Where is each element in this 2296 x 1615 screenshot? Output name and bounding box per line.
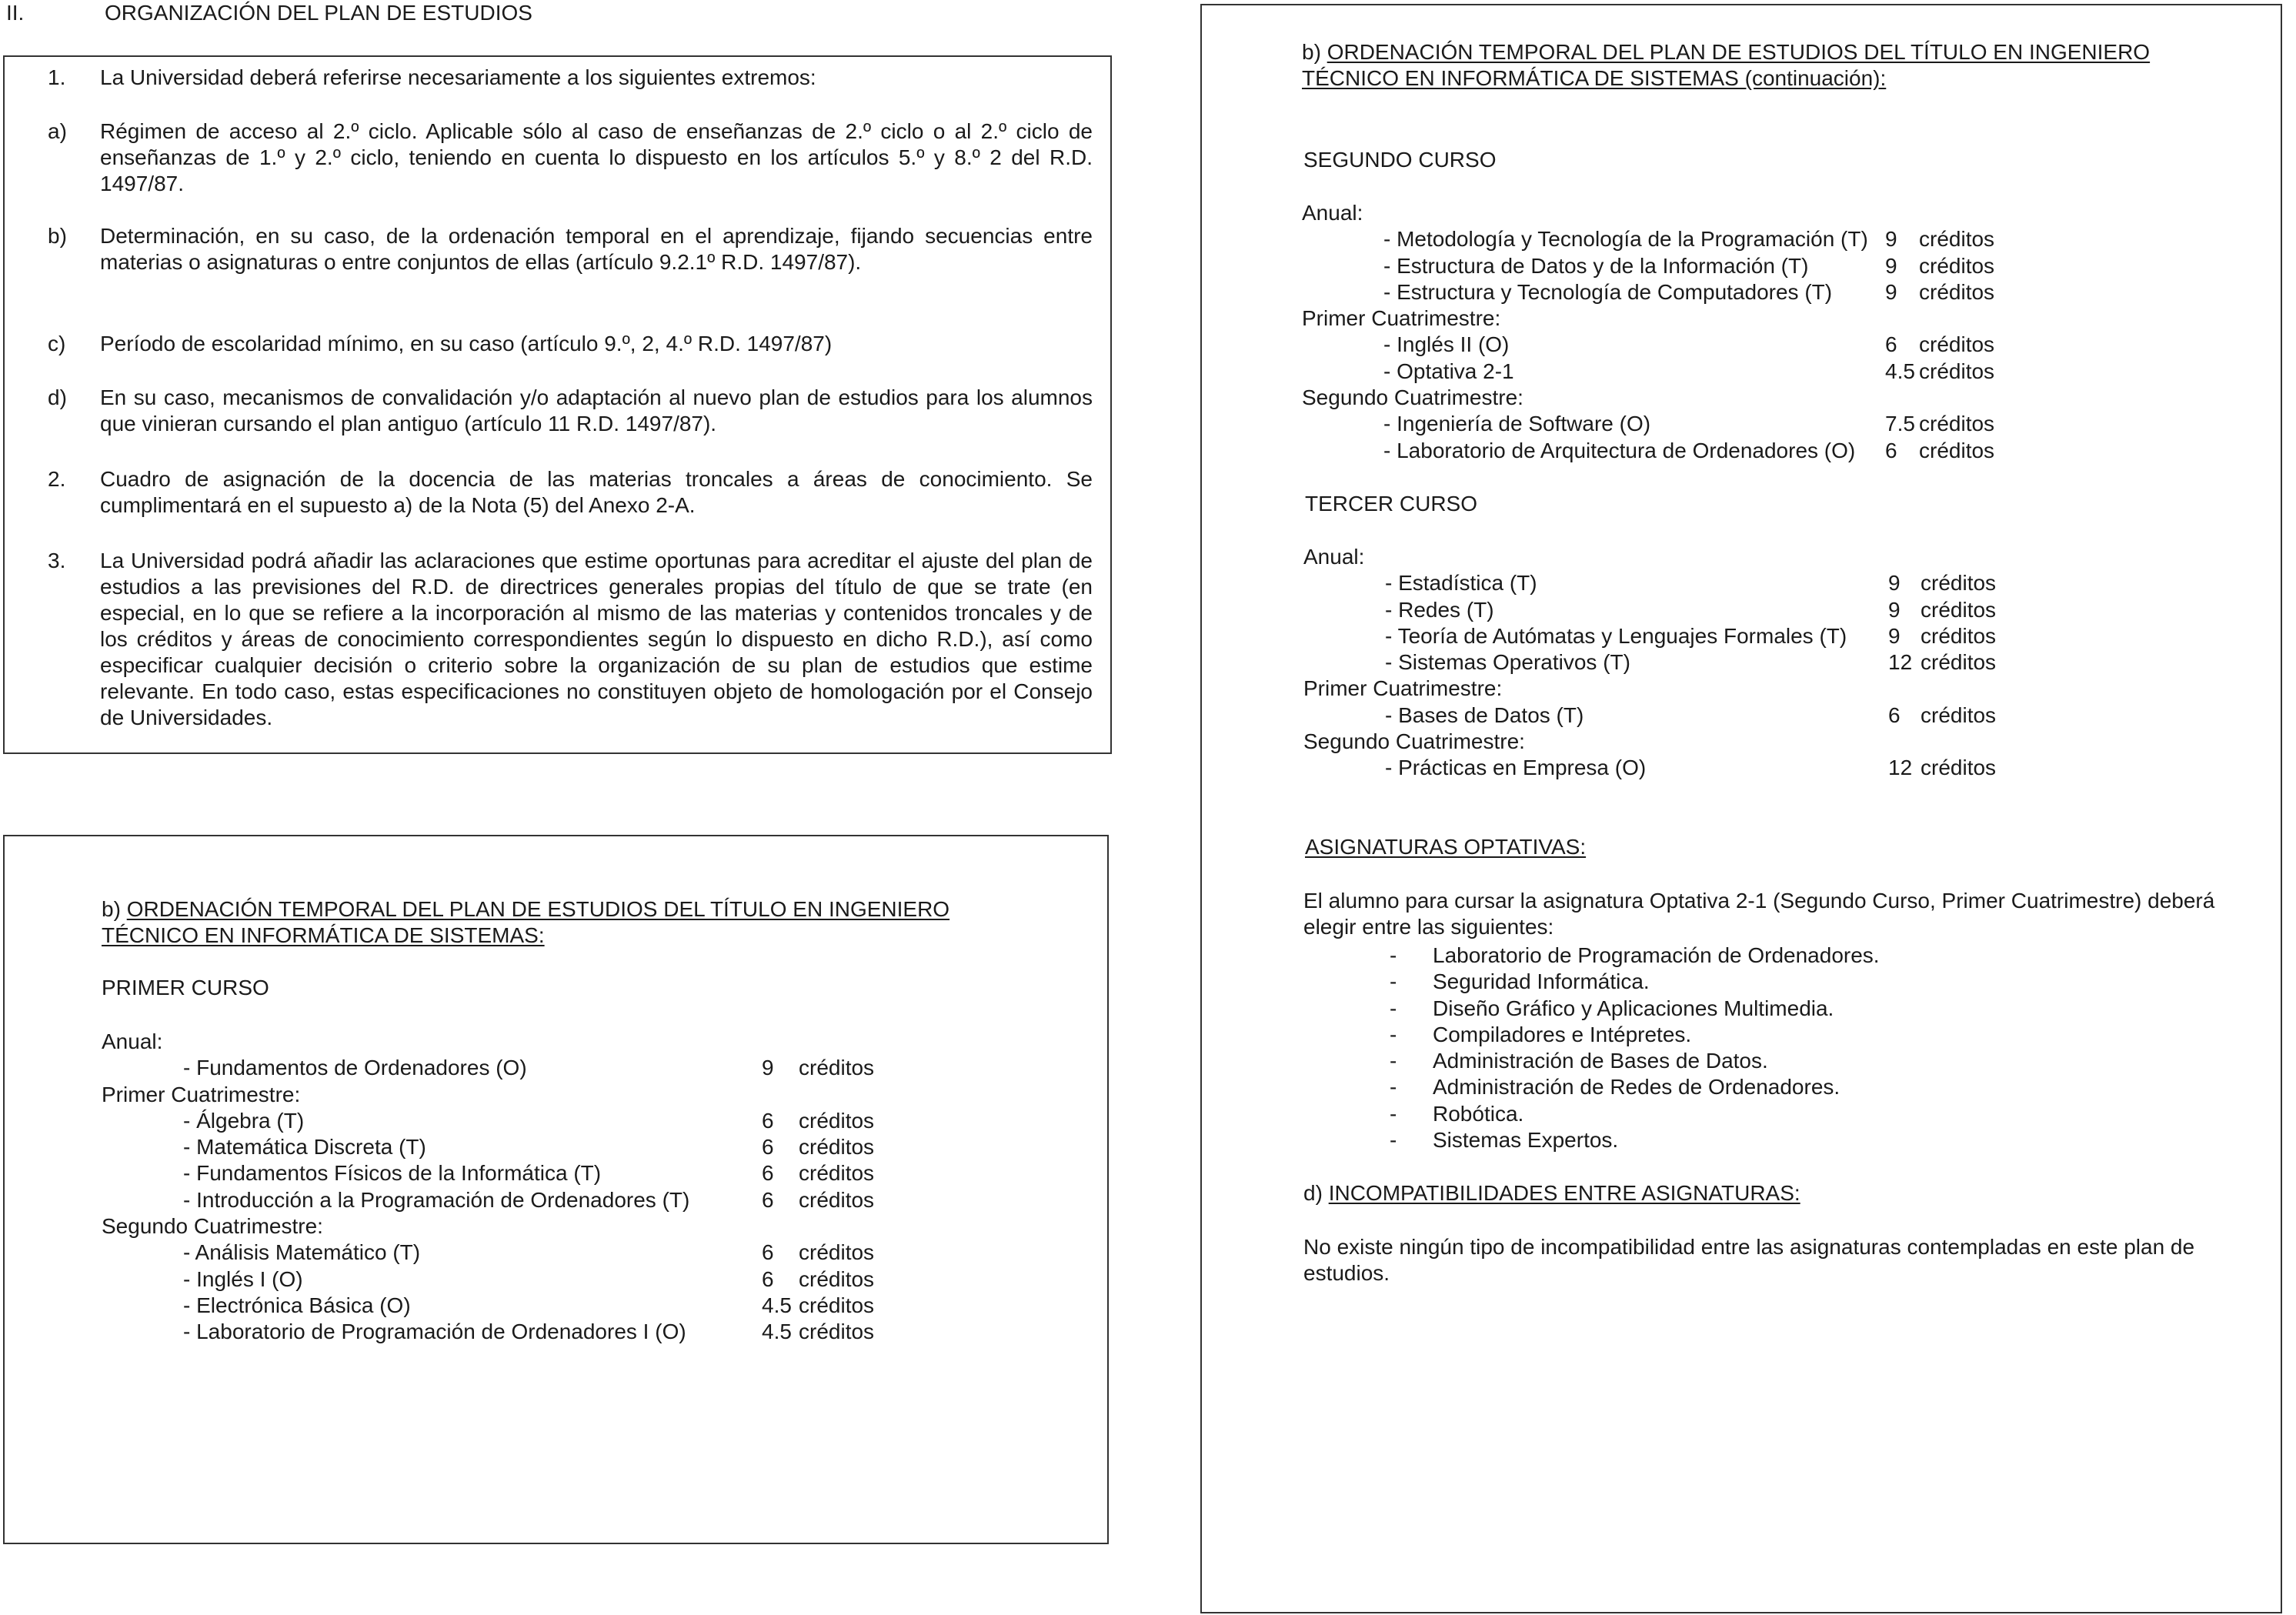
course-name: - Estadística (T) bbox=[1385, 571, 1537, 596]
credit-value: 9 bbox=[1885, 253, 1897, 278]
incompat-heading bbox=[1303, 1180, 1800, 1206]
credit-value: 6 bbox=[762, 1108, 774, 1133]
course-name: - Fundamentos Físicos de la Informática (T) bbox=[183, 1161, 602, 1186]
course-name: - Fundamentos de Ordenadores (O) bbox=[183, 1056, 527, 1080]
term-label-text: Anual: bbox=[102, 1029, 163, 1053]
requirements-box bbox=[3, 55, 1112, 754]
elective-item bbox=[1390, 1127, 2082, 1153]
heading-prefix: b) bbox=[1302, 40, 1321, 64]
term-label-text: Primer Cuatrimestre: bbox=[102, 1082, 301, 1106]
credit-value: 4.5 bbox=[762, 1320, 792, 1344]
section-title: ORGANIZACIÓN DEL PLAN DE ESTUDIOS bbox=[105, 1, 532, 25]
credit-value: 6 bbox=[762, 1135, 774, 1160]
term-label bbox=[1303, 676, 2265, 702]
course-name: - Inglés I (O) bbox=[183, 1266, 303, 1291]
requirement-text: Determinación, en su caso, de la ordenación temporal en el aprendizaje, fijando secuencias entre materias o asignaturas o entre conjuntos de ellas (artículo 9.2.1º R.D. 1497/87). bbox=[100, 224, 1093, 274]
credit-unit: créditos bbox=[1921, 650, 1997, 675]
course-row bbox=[1302, 411, 2264, 437]
course-row bbox=[1303, 649, 2265, 676]
elective-name: Sistemas Expertos. bbox=[1433, 1128, 1619, 1153]
course-row bbox=[1303, 597, 2265, 623]
requirement-marker: b) bbox=[48, 224, 67, 248]
incompat-title: INCOMPATIBILIDADES ENTRE ASIGNATURAS: bbox=[1328, 1181, 1800, 1205]
bullet-dash: - bbox=[1390, 1049, 1397, 1073]
credit-unit: créditos bbox=[799, 1266, 875, 1291]
bullet-dash: - bbox=[1390, 1128, 1397, 1153]
credit-unit: créditos bbox=[1919, 279, 1995, 304]
credit-unit: créditos bbox=[799, 1187, 875, 1212]
bullet-dash: - bbox=[1390, 1022, 1397, 1046]
heading-line-2: TÉCNICO EN INFORMÁTICA DE SISTEMAS: bbox=[102, 923, 545, 947]
first-year-box bbox=[3, 835, 1109, 1544]
electives-list bbox=[1390, 943, 2082, 1153]
credit-value: 6 bbox=[762, 1187, 774, 1212]
section-heading bbox=[6, 0, 1083, 26]
course-row bbox=[102, 1240, 1086, 1266]
credit-unit: créditos bbox=[1919, 359, 1995, 383]
term-label bbox=[102, 1029, 1086, 1055]
requirement-marker: 2. bbox=[48, 467, 66, 491]
term-label-text: Anual: bbox=[1302, 201, 1363, 225]
credit-value: 9 bbox=[1888, 623, 1901, 648]
requirement-marker: 1. bbox=[48, 65, 66, 89]
course-row bbox=[1302, 438, 2264, 464]
term-label-text: Segundo Cuatrimestre: bbox=[102, 1214, 323, 1239]
credit-value: 9 bbox=[1888, 571, 1901, 596]
requirement-marker: c) bbox=[48, 332, 66, 355]
credit-unit: créditos bbox=[1921, 623, 1997, 648]
bullet-dash: - bbox=[1390, 943, 1397, 967]
elective-name: Seguridad Informática. bbox=[1433, 969, 1650, 994]
credit-unit: créditos bbox=[1919, 227, 1995, 252]
credit-unit: créditos bbox=[1921, 571, 1997, 596]
requirement-marker: a) bbox=[48, 119, 67, 143]
course-name: - Laboratorio de Programación de Ordenadores I (O) bbox=[183, 1320, 686, 1344]
course-name: - Estructura y Tecnología de Computadores (T) bbox=[1383, 279, 1833, 304]
credit-unit: créditos bbox=[799, 1293, 875, 1317]
credit-value: 4.5 bbox=[1885, 359, 1915, 383]
course-row bbox=[102, 1293, 1086, 1319]
credit-value: 6 bbox=[1888, 702, 1901, 727]
requirement-marker: d) bbox=[48, 385, 67, 409]
electives-intro: El alumno para cursar la asignatura Optativa 2-1 (Segundo Curso, Primer Cuatrimestre) deberá elegir entre las siguientes: bbox=[1303, 889, 2215, 939]
credit-value: 9 bbox=[1885, 227, 1897, 252]
course-title-third: TERCER CURSO bbox=[1305, 492, 1478, 516]
course-row bbox=[102, 1160, 1086, 1186]
elective-name: Diseño Gráfico y Aplicaciones Multimedia. bbox=[1433, 996, 1834, 1020]
course-name: - Teoría de Autómatas y Lenguajes Formales (T) bbox=[1385, 623, 1847, 648]
heading-line-1: ORDENACIÓN TEMPORAL DEL PLAN DE ESTUDIOS DEL TÍTULO EN INGENIERO bbox=[126, 897, 950, 921]
course-name: - Metodología y Tecnología de la Programación (T) bbox=[1383, 227, 1868, 252]
credit-unit: créditos bbox=[1919, 332, 1995, 357]
elective-item bbox=[1390, 1048, 2082, 1074]
term-label-text: Segundo Cuatrimestre: bbox=[1303, 729, 1525, 754]
course-name: - Ingeniería de Software (O) bbox=[1383, 412, 1651, 436]
course-row bbox=[102, 1187, 1086, 1213]
section-number: II. bbox=[6, 1, 25, 25]
credit-value: 7.5 bbox=[1885, 412, 1915, 436]
term-label-text: Primer Cuatrimestre: bbox=[1303, 676, 1503, 701]
requirement-text: En su caso, mecanismos de convalidación y/o adaptación al nuevo plan de estudios para los alumnos que vinieran cursando el plan antiguo (artículo 11 R.D. 1497/87). bbox=[100, 385, 1093, 435]
elective-name: Robótica. bbox=[1433, 1101, 1524, 1126]
electives-heading: ASIGNATURAS OPTATIVAS: bbox=[1305, 835, 1587, 859]
credit-value: 6 bbox=[762, 1161, 774, 1186]
term-label-text: Primer Cuatrimestre: bbox=[1302, 306, 1501, 331]
term-label-text: Anual: bbox=[1303, 545, 1365, 569]
credit-unit: créditos bbox=[1919, 438, 1995, 462]
term-label bbox=[1302, 200, 2264, 226]
incompat-prefix: d) bbox=[1303, 1181, 1323, 1205]
incompat-text: No existe ningún tipo de incompatibilidad entre las asignaturas contempladas en este plan de estudios. bbox=[1303, 1235, 2195, 1285]
course-name: - Introducción a la Programación de Ordenadores (T) bbox=[183, 1187, 690, 1212]
course-title-first: PRIMER CURSO bbox=[102, 976, 269, 999]
bullet-dash: - bbox=[1390, 969, 1397, 994]
third-year-course-list bbox=[1303, 544, 2265, 782]
course-row bbox=[1303, 623, 2265, 649]
credit-unit: créditos bbox=[1921, 597, 1997, 622]
course-row bbox=[1302, 332, 2264, 358]
credit-value: 9 bbox=[1885, 279, 1897, 304]
credit-value: 4.5 bbox=[762, 1293, 792, 1317]
course-name: - Álgebra (T) bbox=[183, 1108, 305, 1133]
first-year-course-list bbox=[102, 1029, 1086, 1346]
course-row bbox=[102, 1266, 1086, 1293]
course-name: - Optativa 2-1 bbox=[1383, 359, 1514, 383]
course-row bbox=[1302, 359, 2264, 385]
term-label bbox=[102, 1082, 1086, 1108]
course-row bbox=[102, 1319, 1086, 1345]
credit-value: 6 bbox=[762, 1240, 774, 1265]
elective-name: Laboratorio de Programación de Ordenadores. bbox=[1433, 943, 1880, 967]
requirement-text: Período de escolaridad mínimo, en su caso (artículo 9.º, 2, 4.º R.D. 1497/87) bbox=[100, 332, 833, 355]
course-name: - Laboratorio de Arquitectura de Ordenadores (O) bbox=[1383, 438, 1856, 462]
credit-unit: créditos bbox=[799, 1320, 875, 1344]
heading-prefix: b) bbox=[102, 897, 121, 921]
course-row bbox=[1303, 702, 2265, 729]
course-name: - Inglés II (O) bbox=[1383, 332, 1510, 357]
elective-item bbox=[1390, 996, 2082, 1022]
right-plan-box bbox=[1200, 4, 2282, 1613]
elective-name: Compiladores e Intépretes. bbox=[1433, 1022, 1692, 1046]
second-year-course-list bbox=[1302, 200, 2264, 464]
requirement-text: Cuadro de asignación de la docencia de las materias troncales a áreas de conocimiento. Se cumplimentará en el supuesto a) de la Nota (5) del Anexo 2-A. bbox=[100, 467, 1093, 517]
credit-value: 6 bbox=[762, 1266, 774, 1291]
term-label bbox=[1302, 385, 2264, 411]
term-label bbox=[1303, 544, 2265, 570]
course-name: - Redes (T) bbox=[1385, 597, 1494, 622]
credit-unit: créditos bbox=[1919, 253, 1995, 278]
term-label bbox=[1303, 729, 2265, 755]
course-name: - Análisis Matemático (T) bbox=[183, 1240, 421, 1265]
credit-value: 12 bbox=[1888, 650, 1913, 675]
credit-unit: créditos bbox=[799, 1240, 875, 1265]
credit-unit: créditos bbox=[1921, 702, 1997, 727]
term-label-text: Segundo Cuatrimestre: bbox=[1302, 385, 1523, 410]
requirement-text: La Universidad deberá referirse necesariamente a los siguientes extremos: bbox=[100, 65, 816, 89]
course-row bbox=[102, 1134, 1086, 1160]
course-name: - Estructura de Datos y de la Información (T) bbox=[1383, 253, 1809, 278]
term-label bbox=[1302, 305, 2264, 332]
term-label bbox=[102, 1213, 1086, 1240]
course-name: - Bases de Datos (T) bbox=[1385, 702, 1584, 727]
elective-name: Administración de Bases de Datos. bbox=[1433, 1049, 1768, 1073]
elective-item bbox=[1390, 1022, 2082, 1048]
course-row bbox=[102, 1108, 1086, 1134]
elective-item bbox=[1390, 943, 2082, 969]
course-row bbox=[1302, 253, 2264, 279]
course-row bbox=[102, 1055, 1086, 1081]
credit-unit: créditos bbox=[1919, 412, 1995, 436]
course-row bbox=[1302, 279, 2264, 305]
first-box-heading bbox=[102, 896, 1094, 949]
requirement-text: La Universidad podrá añadir las aclaraciones que estime oportunas para acreditar el ajuste del plan de estudios a las previsiones del R.D. de directrices generales propias del título de que se trate (en especial, en lo que se refiere a la incorporación al mismo de las materias y contenidos troncales y de los créditos y áreas de conocimiento correspondientes según lo dispuesto en dicho R.D.), así como especificar cualquier decisión o criterio sobre la organización de su plan de estudios que estime relevante. En todo caso, estas especificaciones no constituyen objeto de homologación por el Consejo de Universidades. bbox=[100, 549, 1093, 729]
bullet-dash: - bbox=[1390, 996, 1397, 1020]
course-title-second: SEGUNDO CURSO bbox=[1303, 148, 1497, 172]
requirement-marker: 3. bbox=[48, 549, 66, 572]
credit-unit: créditos bbox=[799, 1161, 875, 1186]
credit-unit: créditos bbox=[799, 1056, 875, 1080]
credit-value: 6 bbox=[1885, 332, 1897, 357]
elective-item bbox=[1390, 1101, 2082, 1127]
elective-item bbox=[1390, 969, 2082, 995]
bullet-dash: - bbox=[1390, 1075, 1397, 1099]
elective-item bbox=[1390, 1074, 2082, 1100]
course-row bbox=[1303, 570, 2265, 596]
course-name: - Matemática Discreta (T) bbox=[183, 1135, 426, 1160]
heading-line-2: TÉCNICO EN INFORMÁTICA DE SISTEMAS (continuación): bbox=[1302, 66, 1887, 90]
requirement-text: Régimen de acceso al 2.º ciclo. Aplicable sólo al caso de enseñanzas de 2.º ciclo o al 2.º ciclo de enseñanzas de 1.º y 2.º ciclo, teniendo en cuenta lo dispuesto en los artículos 5.º y 8.º 2 del R.D. 1497/87. bbox=[100, 119, 1093, 195]
course-name: - Prácticas en Empresa (O) bbox=[1385, 756, 1647, 780]
credit-unit: créditos bbox=[1921, 756, 1997, 780]
course-row bbox=[1302, 226, 2264, 252]
heading-line-1: ORDENACIÓN TEMPORAL DEL PLAN DE ESTUDIOS DEL TÍTULO EN INGENIERO bbox=[1327, 40, 2151, 64]
course-name: - Electrónica Básica (O) bbox=[183, 1293, 411, 1317]
credit-unit: créditos bbox=[799, 1108, 875, 1133]
course-row bbox=[1303, 755, 2265, 781]
right-box-heading bbox=[1302, 39, 2271, 92]
credit-value: 12 bbox=[1888, 756, 1913, 780]
course-name: - Sistemas Operativos (T) bbox=[1385, 650, 1630, 675]
credit-unit: créditos bbox=[799, 1135, 875, 1160]
bullet-dash: - bbox=[1390, 1101, 1397, 1126]
credit-value: 6 bbox=[1885, 438, 1897, 462]
credit-value: 9 bbox=[762, 1056, 774, 1080]
elective-name: Administración de Redes de Ordenadores. bbox=[1433, 1075, 1840, 1099]
credit-value: 9 bbox=[1888, 597, 1901, 622]
